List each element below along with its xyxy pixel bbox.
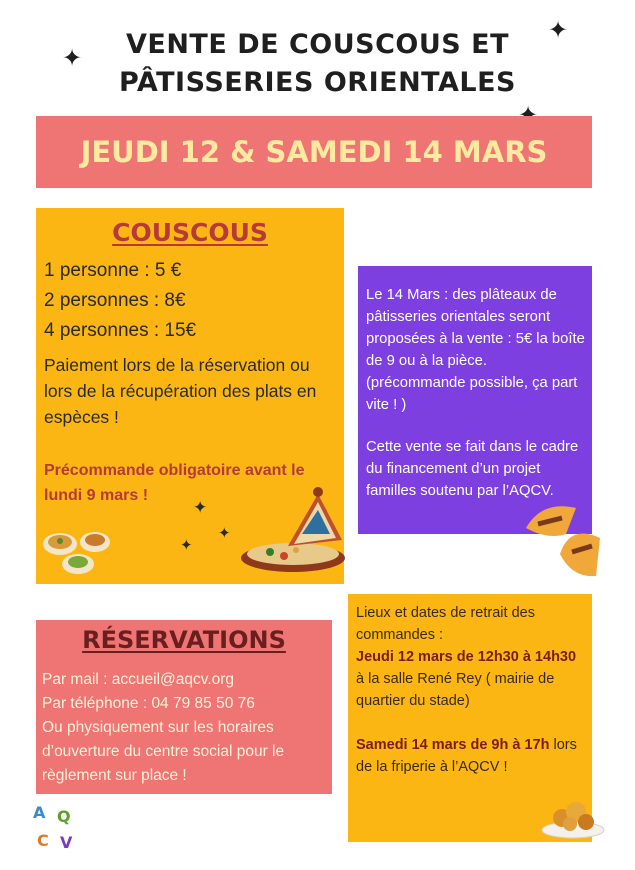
- preorder-notice: Précommande obligatoire avant le lundi 9 mars !: [44, 462, 305, 504]
- title-line-2: PÂTISSERIES ORIENTALES: [119, 67, 516, 98]
- sparkle-icon: ✦: [62, 45, 83, 72]
- pickup-saturday: [356, 734, 588, 778]
- aqcv-logo: [30, 800, 82, 858]
- pickup-saturday-place: lors de la friperie à l’AQCV !: [356, 737, 577, 775]
- pickup-thursday-place: à la salle René Rey ( mairie de quartier du stade): [356, 671, 555, 709]
- samosa-illustration: [520, 494, 612, 586]
- sparkle-icon: ✦: [180, 537, 193, 554]
- pickup-intro: Lieux et dates de retrait des commandes :: [356, 605, 535, 643]
- couscous-heading: COUSCOUS: [112, 218, 268, 247]
- date-banner-text: JEUDI 12 & SAMEDI 14 MARS: [80, 135, 548, 169]
- pickup-saturday-time: Samedi 14 mars de 9h à 17h: [356, 737, 550, 753]
- svg-text:Q: Q: [57, 807, 71, 826]
- reservation-email: Par mail : accueil@aqcv.org: [42, 671, 235, 688]
- pastries-sale-text: Le 14 Mars : des plâteaux de pâtisseries orientales seront proposées à la vente : 5€ la boîte de 9 ou à la pièce. (précommande possible, ça part vite ! ): [366, 287, 585, 413]
- reservation-phone: Par téléphone : 04 79 85 50 76: [42, 695, 255, 712]
- pastries-illustration: [40, 522, 116, 578]
- svg-text:C: C: [37, 831, 49, 850]
- reservation-in-person: Ou physiquement sur les horaires d’ouverture du centre social pour le règlement sur place !: [42, 719, 285, 784]
- price-1-person: 1 personne : 5 €: [44, 260, 182, 281]
- price-4-persons: 4 personnes : 15€: [44, 320, 197, 341]
- sparkle-icon: ✦: [218, 525, 231, 542]
- funding-text: Cette vente se fait dans le cadre du financement d’un projet familles soutenu par l’AQCV.: [366, 439, 579, 499]
- pickup-thursday-time: Jeudi 12 mars de 12h30 à 14h30: [356, 649, 577, 665]
- pastry-plate-illustration: [540, 792, 606, 840]
- sparkle-icon: ✦: [548, 17, 569, 44]
- poster-title: [0, 26, 635, 102]
- pickup-thursday: [356, 646, 588, 712]
- svg-text:V: V: [60, 833, 73, 852]
- payment-info: Paiement lors de la réservation ou lors de la récupération des plats en espèces !: [44, 355, 317, 427]
- price-2-persons: 2 personnes : 8€: [44, 290, 186, 311]
- svg-text:A: A: [33, 803, 46, 822]
- tajine-illustration: [238, 484, 348, 574]
- reservations-heading: RÉSERVATIONS: [82, 626, 286, 654]
- title-line-1: VENTE DE COUSCOUS ET: [126, 29, 509, 60]
- sparkle-icon: ✦: [193, 498, 208, 517]
